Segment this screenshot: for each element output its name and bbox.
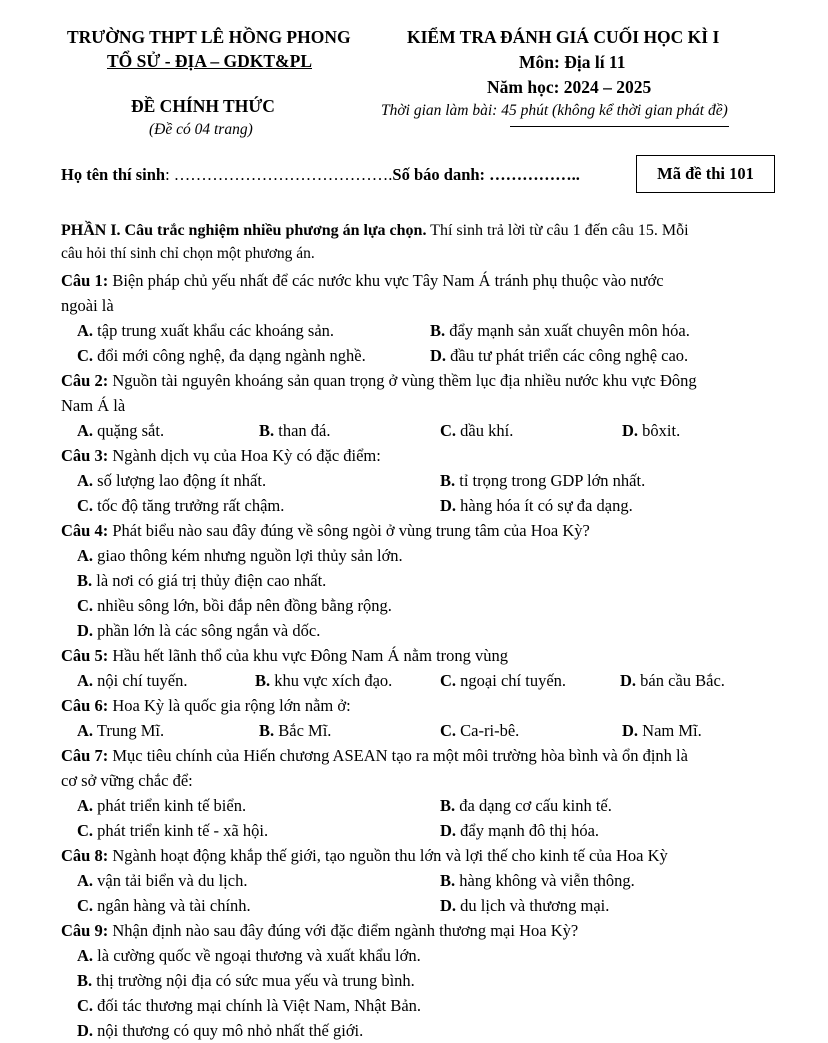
option-text: dầu khí. bbox=[456, 421, 514, 440]
option-b[interactable] bbox=[430, 321, 690, 341]
option-key: C. bbox=[77, 996, 94, 1015]
option-text: du lịch và thương mại. bbox=[456, 896, 610, 915]
option-c[interactable] bbox=[440, 421, 513, 441]
option-a[interactable] bbox=[77, 721, 164, 741]
option-b[interactable] bbox=[77, 571, 326, 591]
option-d[interactable] bbox=[622, 421, 680, 441]
option-c[interactable] bbox=[77, 346, 366, 366]
option-key: B. bbox=[77, 571, 93, 590]
option-b[interactable] bbox=[259, 721, 331, 741]
part1-instruction-cont: câu hỏi thí sinh chỉ chọn một phương án. bbox=[61, 245, 315, 262]
question-text: Hầu hết lãnh thổ của khu vực Đông Nam Á nằm trong vùng bbox=[108, 646, 509, 665]
option-key: C. bbox=[440, 421, 457, 440]
option-c[interactable] bbox=[77, 821, 268, 841]
option-text: than đá. bbox=[274, 421, 331, 440]
option-a[interactable] bbox=[77, 946, 421, 966]
option-text: đổi mới công nghệ, đa dạng ngành nghề. bbox=[93, 346, 366, 365]
option-key: A. bbox=[77, 671, 94, 690]
option-key: B. bbox=[255, 671, 271, 690]
option-text: vận tải biển và du lịch. bbox=[93, 871, 248, 890]
question-stem bbox=[61, 521, 590, 541]
option-text: số lượng lao động ít nhất. bbox=[93, 471, 267, 490]
question-text: Mục tiêu chính của Hiến chương ASEAN tạo ra một môi trường hòa bình và ổn định là bbox=[108, 746, 688, 765]
option-text: Nam Mĩ. bbox=[638, 721, 702, 740]
part1-heading bbox=[61, 222, 689, 240]
question-stem bbox=[61, 696, 351, 716]
question-text: Hoa Kỳ là quốc gia rộng lớn nằm ở: bbox=[108, 696, 351, 715]
question-text: Nguồn tài nguyên khoáng sản quan trọng ở vùng thềm lục địa nhiều nước khu vực Đông bbox=[108, 371, 697, 390]
question-text: Ngành dịch vụ của Hoa Kỳ có đặc điểm: bbox=[108, 446, 381, 465]
question-label: Câu 2: bbox=[61, 371, 109, 390]
option-text: tập trung xuất khẩu các khoáng sản. bbox=[93, 321, 335, 340]
question-stem bbox=[61, 846, 668, 866]
option-key: C. bbox=[77, 346, 94, 365]
school-year: Năm học: 2024 – 2025 bbox=[487, 77, 652, 97]
student-name-blank[interactable]: : …………………………………. bbox=[165, 165, 393, 184]
option-text: đẩy mạnh sản xuất chuyên môn hóa. bbox=[445, 321, 690, 340]
option-text: là nơi có giá trị thủy điện cao nhất. bbox=[92, 571, 327, 590]
question-stem bbox=[61, 371, 697, 391]
option-key: D. bbox=[620, 671, 637, 690]
option-key: C. bbox=[77, 596, 94, 615]
option-text: hàng không và viễn thông. bbox=[455, 871, 635, 890]
option-b[interactable] bbox=[259, 421, 331, 441]
option-key: A. bbox=[77, 321, 94, 340]
option-text: ngân hàng và tài chính. bbox=[93, 896, 251, 915]
option-key: D. bbox=[440, 896, 457, 915]
option-key: D. bbox=[430, 346, 447, 365]
subject: Môn: Địa lí 11 bbox=[519, 52, 626, 72]
option-key: B. bbox=[259, 721, 275, 740]
option-key: C. bbox=[77, 896, 94, 915]
option-d[interactable] bbox=[440, 896, 609, 916]
question-label: Câu 7: bbox=[61, 746, 109, 765]
option-text: quặng sắt. bbox=[93, 421, 165, 440]
option-key: D. bbox=[77, 1021, 94, 1040]
option-key: D. bbox=[440, 821, 457, 840]
question-label: Câu 3: bbox=[61, 446, 109, 465]
option-a[interactable] bbox=[77, 321, 334, 341]
option-c[interactable] bbox=[77, 996, 421, 1016]
option-key: C. bbox=[440, 721, 457, 740]
time-note: Thời gian làm bài: 45 phút (không kể thời gian phát đề) bbox=[381, 102, 728, 119]
option-a[interactable] bbox=[77, 421, 164, 441]
option-text: đầu tư phát triển các công nghệ cao. bbox=[446, 346, 689, 365]
option-d[interactable] bbox=[77, 1021, 363, 1041]
option-key: A. bbox=[77, 721, 94, 740]
option-text: khu vực xích đạo. bbox=[270, 671, 393, 690]
option-text: Bắc Mĩ. bbox=[274, 721, 332, 740]
option-text: tốc độ tăng trưởng rất chậm. bbox=[93, 496, 285, 515]
question-text: Ngành hoạt động khắp thế giới, tạo nguồn thu lớn và lợi thế cho kinh tế của Hoa Kỳ bbox=[108, 846, 668, 865]
option-c[interactable] bbox=[440, 721, 519, 741]
option-key: D. bbox=[622, 721, 639, 740]
option-text: Trung Mĩ. bbox=[93, 721, 165, 740]
option-d[interactable] bbox=[622, 721, 702, 741]
option-key: A. bbox=[77, 421, 94, 440]
option-text: hàng hóa ít có sự đa dạng. bbox=[456, 496, 633, 515]
option-c[interactable] bbox=[440, 671, 566, 691]
exam-code: Mã đề thi 101 bbox=[657, 164, 754, 183]
question-stem bbox=[61, 271, 664, 291]
question-text: Nhận định nào sau đây đúng với đặc điểm ngành thương mại Hoa Kỳ? bbox=[108, 921, 579, 940]
part1-title: PHẦN I. Câu trắc nghiệm nhiều phương án lựa chọn. bbox=[61, 222, 427, 239]
option-d[interactable] bbox=[77, 621, 320, 641]
option-key: A. bbox=[77, 946, 94, 965]
option-b[interactable] bbox=[440, 871, 635, 891]
option-text: nội thương có quy mô nhỏ nhất thế giới. bbox=[93, 1021, 364, 1040]
question-text: Phát biểu nào sau đây đúng về sông ngòi ở vùng trung tâm của Hoa Kỳ? bbox=[108, 521, 590, 540]
option-text: thị trường nội địa có sức mua yếu và trung bình. bbox=[92, 971, 415, 990]
option-key: B. bbox=[440, 471, 456, 490]
option-text: tỉ trọng trong GDP lớn nhất. bbox=[455, 471, 646, 490]
option-text: đối tác thương mại chính là Việt Nam, Nhật Bản. bbox=[93, 996, 422, 1015]
question-text: Biện pháp chủ yếu nhất để các nước khu vực Tây Nam Á tránh phụ thuộc vào nước bbox=[108, 271, 664, 290]
department-name: TỔ SỬ - ĐỊA – GDKT&PL bbox=[107, 51, 312, 71]
option-key: A. bbox=[77, 546, 94, 565]
option-text: ngoại chí tuyến. bbox=[456, 671, 567, 690]
option-d[interactable] bbox=[430, 346, 688, 366]
official-label: ĐỀ CHÍNH THỨC bbox=[131, 96, 275, 116]
question-label: Câu 8: bbox=[61, 846, 109, 865]
exam-code-box bbox=[636, 155, 775, 193]
question-label: Câu 6: bbox=[61, 696, 109, 715]
option-c[interactable] bbox=[77, 896, 251, 916]
option-b[interactable] bbox=[440, 796, 612, 816]
option-key: C. bbox=[77, 821, 94, 840]
option-d[interactable] bbox=[620, 671, 725, 691]
option-text: bán cầu Bắc. bbox=[636, 671, 725, 690]
option-key: A. bbox=[77, 796, 94, 815]
part1-instruction: Thí sinh trả lời từ câu 1 đến câu 15. Mỗi bbox=[426, 222, 689, 239]
option-a[interactable] bbox=[77, 546, 403, 566]
student-name-row bbox=[61, 165, 580, 185]
option-d[interactable] bbox=[440, 821, 599, 841]
question-text-cont: Nam Á là bbox=[61, 396, 126, 415]
option-b[interactable] bbox=[77, 971, 415, 991]
question-stem bbox=[61, 921, 578, 941]
time-note-underline bbox=[510, 126, 729, 127]
option-key: D. bbox=[440, 496, 457, 515]
option-b[interactable] bbox=[255, 671, 392, 691]
option-a[interactable] bbox=[77, 471, 266, 491]
student-id-label[interactable]: Số báo danh: …………….. bbox=[392, 165, 580, 184]
option-key: B. bbox=[440, 871, 456, 890]
option-text: Ca-ri-bê. bbox=[456, 721, 520, 740]
option-key: C. bbox=[77, 496, 94, 515]
option-text: đa dạng cơ cấu kinh tế. bbox=[455, 796, 612, 815]
option-key: D. bbox=[77, 621, 94, 640]
option-text: đẩy mạnh đô thị hóa. bbox=[456, 821, 600, 840]
option-key: B. bbox=[77, 971, 93, 990]
option-key: B. bbox=[440, 796, 456, 815]
option-c[interactable] bbox=[77, 496, 284, 516]
option-key: D. bbox=[622, 421, 639, 440]
option-text: bôxit. bbox=[638, 421, 681, 440]
question-label: Câu 9: bbox=[61, 921, 109, 940]
option-text: phát triển kinh tế biển. bbox=[93, 796, 247, 815]
option-key: B. bbox=[259, 421, 275, 440]
option-b[interactable] bbox=[440, 471, 645, 491]
option-key: B. bbox=[430, 321, 446, 340]
question-text-cont: ngoài là bbox=[61, 296, 114, 315]
option-text: giao thông kém nhưng nguồn lợi thủy sản lớn. bbox=[93, 546, 403, 565]
option-key: A. bbox=[77, 871, 94, 890]
pages-note: (Đề có 04 trang) bbox=[149, 121, 253, 138]
exam-title: KIỂM TRA ĐÁNH GIÁ CUỐI HỌC KÌ I bbox=[407, 27, 720, 47]
option-c[interactable] bbox=[77, 596, 392, 616]
question-label: Câu 1: bbox=[61, 271, 109, 290]
option-a[interactable] bbox=[77, 671, 187, 691]
student-name-label: Họ tên thí sinh bbox=[61, 165, 166, 184]
option-key: C. bbox=[440, 671, 457, 690]
question-stem bbox=[61, 746, 688, 766]
option-key: A. bbox=[77, 471, 94, 490]
option-text: nội chí tuyến. bbox=[93, 671, 188, 690]
school-name: TRƯỜNG THPT LÊ HỒNG PHONG bbox=[67, 27, 351, 47]
option-a[interactable] bbox=[77, 796, 246, 816]
question-text-cont: cơ sở vững chắc để: bbox=[61, 771, 193, 790]
question-label: Câu 5: bbox=[61, 646, 109, 665]
option-d[interactable] bbox=[440, 496, 633, 516]
option-text: nhiều sông lớn, bồi đắp nên đồng bằng rộng. bbox=[93, 596, 392, 615]
option-text: là cường quốc về ngoại thương và xuất khẩu lớn. bbox=[93, 946, 421, 965]
question-stem bbox=[61, 446, 381, 466]
question-stem bbox=[61, 646, 508, 666]
option-text: phát triển kinh tế - xã hội. bbox=[93, 821, 269, 840]
question-label: Câu 4: bbox=[61, 521, 109, 540]
option-text: phần lớn là các sông ngắn và dốc. bbox=[93, 621, 321, 640]
option-a[interactable] bbox=[77, 871, 247, 891]
